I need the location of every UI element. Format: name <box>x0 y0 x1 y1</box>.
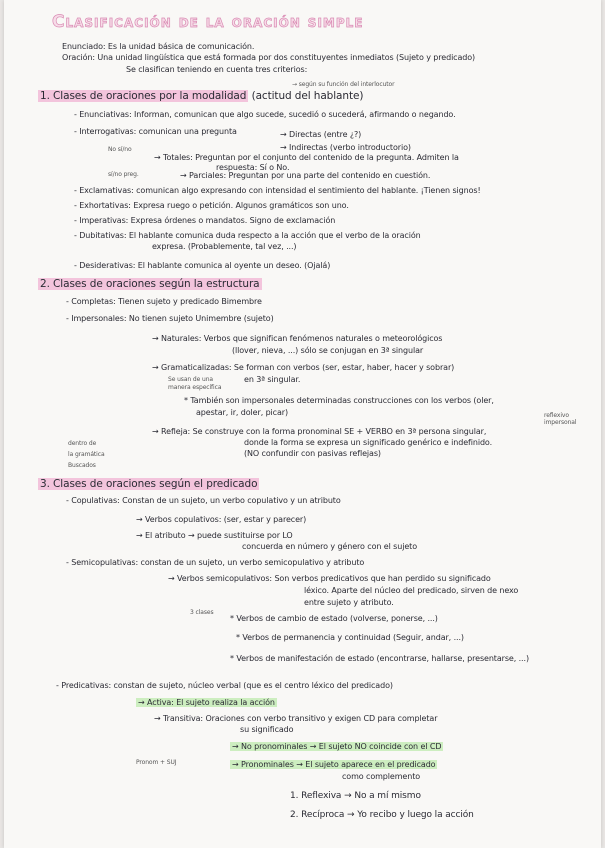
sec2-side-note-2: manera específica <box>168 384 222 391</box>
sec2-gramaticalizadas-2: en 3ª singular. <box>244 375 301 384</box>
section-1-tail: (actitud del hablante) <box>251 90 364 102</box>
sec1-totales: → Totales: Preguntan por el conjunto del contenido de la pregunta. Admiten la <box>154 153 459 162</box>
sec3-verbos-semicopulativos: → Verbos semicopulativos: Son verbos predicativos que han perdido su significado <box>168 574 491 583</box>
sec1-dubitativas-2: expresa. (Probablemente, tal vez, ...) <box>152 242 297 251</box>
sec1-side-note-1: No sí/no <box>108 146 132 153</box>
sec2-side-note-4: la gramática <box>68 451 105 458</box>
sec1-totales-2: respuesta: Sí o No. <box>216 163 290 172</box>
sec3-no-pronominales <box>230 742 443 751</box>
sec3-verbos-copulativos: → Verbos copulativos: (ser, estar y parecer) <box>136 515 307 524</box>
sec2-gramaticalizadas: → Gramaticalizadas: Se forman con verbos (ser, estar, haber, hacer y sobrar) <box>152 363 455 372</box>
section-2-label: 2. Clases de oraciones según la estructura <box>40 278 260 290</box>
sec3-reflexiva: 1. Reflexiva → No a mí mismo <box>290 791 421 801</box>
sec3-pronominales <box>230 760 437 769</box>
sec3-transitiva: → Transitiva: Oraciones con verbo transitivo y exigen CD para completar <box>154 714 438 723</box>
sec2-tambien-2: apestar, ir, doler, picar) <box>196 408 288 417</box>
sec3-semicopulativas: - Semicopulativas: constan de un sujeto, un verbo semicopulativo y atributo <box>66 558 365 567</box>
sec1-directas: → Directas (entre ¿?) <box>280 130 362 139</box>
sec2-side-note-6: reflexivo <box>544 412 569 419</box>
sec2-refleja-3: (NO confundir con pasivas reflejas) <box>244 449 381 458</box>
sec1-dubitativas: - Dubitativas: El hablante comunica duda respecto a la acción que el verbo de la oración <box>74 231 421 240</box>
sec2-side-note-5: Buscados <box>68 462 96 469</box>
sec1-imperativas: - Imperativas: Expresa órdenes o mandatos. Signo de exclamación <box>74 216 336 225</box>
sec2-naturales: → Naturales: Verbos que significan fenómenos naturales o meteorológicos <box>152 334 443 343</box>
sec1-interrogativas: - Interrogativas: comunican una pregunta <box>74 127 237 136</box>
sec3-permanencia: * Verbos de permanencia y continuidad (Seguir, andar, ...) <box>236 633 464 642</box>
notes-page <box>4 0 601 848</box>
sec3-cambio-estado: * Verbos de cambio de estado (volverse, ponerse, ...) <box>230 614 438 623</box>
sec1-exclamativas: - Exclamativas: comunican algo expresando con intensidad el sentimiento del hablante. ¡Tienen signos! <box>74 186 481 195</box>
sec3-side-note-1: 3 clases <box>190 609 214 616</box>
sec2-impersonales: - Impersonales: No tienen sujeto Unimembre (sujeto) <box>66 314 274 323</box>
page-title: Clasificación de la oración simple <box>52 12 364 32</box>
sec3-atributo-2: concuerda en número y género con el sujeto <box>242 542 417 551</box>
sec3-activa <box>136 698 277 707</box>
intro-criterios: Se clasifican teniendo en cuenta tres criterios: <box>126 65 308 74</box>
sec2-refleja: → Refleja: Se construye con la forma pronominal SE + VERBO en 3ª persona singular, <box>152 427 487 436</box>
sec3-pronominales-2: como complemento <box>342 772 421 781</box>
sec3-manifestacion: * Verbos de manifestación de estado (encontrarse, hallarse, presentarse, ...) <box>230 654 529 663</box>
section-3-heading <box>38 478 259 490</box>
sec1-parciales: → Parciales: Preguntan por una parte del contenido en cuestión. <box>180 171 431 180</box>
sec3-predicativas: - Predicativas: constan de sujeto, núcleo verbal (que es el centro léxico del predicado) <box>56 681 393 690</box>
pronominales-label: → Pronominales → El sujeto aparece en el predicado <box>232 760 436 769</box>
sec1-side-note-3: sí/no preg. <box>108 171 139 178</box>
sec3-transitiva-2: su significado <box>240 725 294 734</box>
intro-enunciado: Enunciado: Es la unidad básica de comunicación. <box>62 42 255 51</box>
intro-oracion: Oración: Una unidad lingüística que está formada por dos constituyentes inmediatos (Sujeto y predicado) <box>62 53 476 62</box>
no-pronominales-label: → No pronominales → El sujeto NO coincide con el CD <box>232 742 442 751</box>
activa-label: → Activa: El sujeto realiza la acción <box>138 698 275 707</box>
section-1-heading <box>38 90 363 102</box>
sec2-side-note-1: Se usan de una <box>168 376 214 383</box>
sec3-semicop-2: léxico. Aparte del núcleo del predicado, sirven de nexo <box>304 586 519 595</box>
section-1-label: 1. Clases de oraciones por la modalidad <box>40 90 247 102</box>
sec1-indirectas: → Indirectas (verbo introductorio) <box>280 143 411 152</box>
sec2-tambien: * También son impersonales determinadas construcciones con los verbos (oler, <box>184 396 494 405</box>
sec1-desiderativas: - Desiderativas: El hablante comunica al oyente un deseo. (Ojalá) <box>74 261 331 270</box>
sec2-refleja-2: donde la forma se expresa un significado genérico e indefinido. <box>244 438 493 447</box>
sec3-copulativas: - Copulativas: Constan de un sujeto, un verbo copulativo y un atributo <box>66 496 341 505</box>
sec2-completas: - Completas: Tienen sujeto y predicado Bimembre <box>66 297 262 306</box>
sec3-side-note-2: Pronom + SUJ <box>136 759 177 766</box>
sec2-naturales-2: (llover, nieva, ...) sólo se conjugan en 3ª singular <box>232 346 424 355</box>
sec3-reciproca: 2. Recíproca → Yo recibo y luego la acción <box>290 810 474 820</box>
note-actitud: → según su función del interlocutor <box>292 81 395 88</box>
sec1-exhortativas: - Exhortativas: Expresa ruego o petición. Algunos gramáticos son uno. <box>74 201 349 210</box>
section-2-heading <box>38 278 262 290</box>
sec2-side-note-7: impersonal <box>544 419 577 426</box>
sec1-enunciativas: - Enunciativas: Informan, comunican que algo sucede, sucedió o sucederá, afirmando o negando. <box>74 110 456 119</box>
sec3-semicop-3: entre sujeto y atributo. <box>304 598 394 607</box>
sec2-side-note-3: dentro de <box>68 440 97 447</box>
section-3-label: 3. Clases de oraciones según el predicado <box>40 478 258 490</box>
sec3-atributo: → El atributo → puede sustituirse por LO <box>136 531 293 540</box>
